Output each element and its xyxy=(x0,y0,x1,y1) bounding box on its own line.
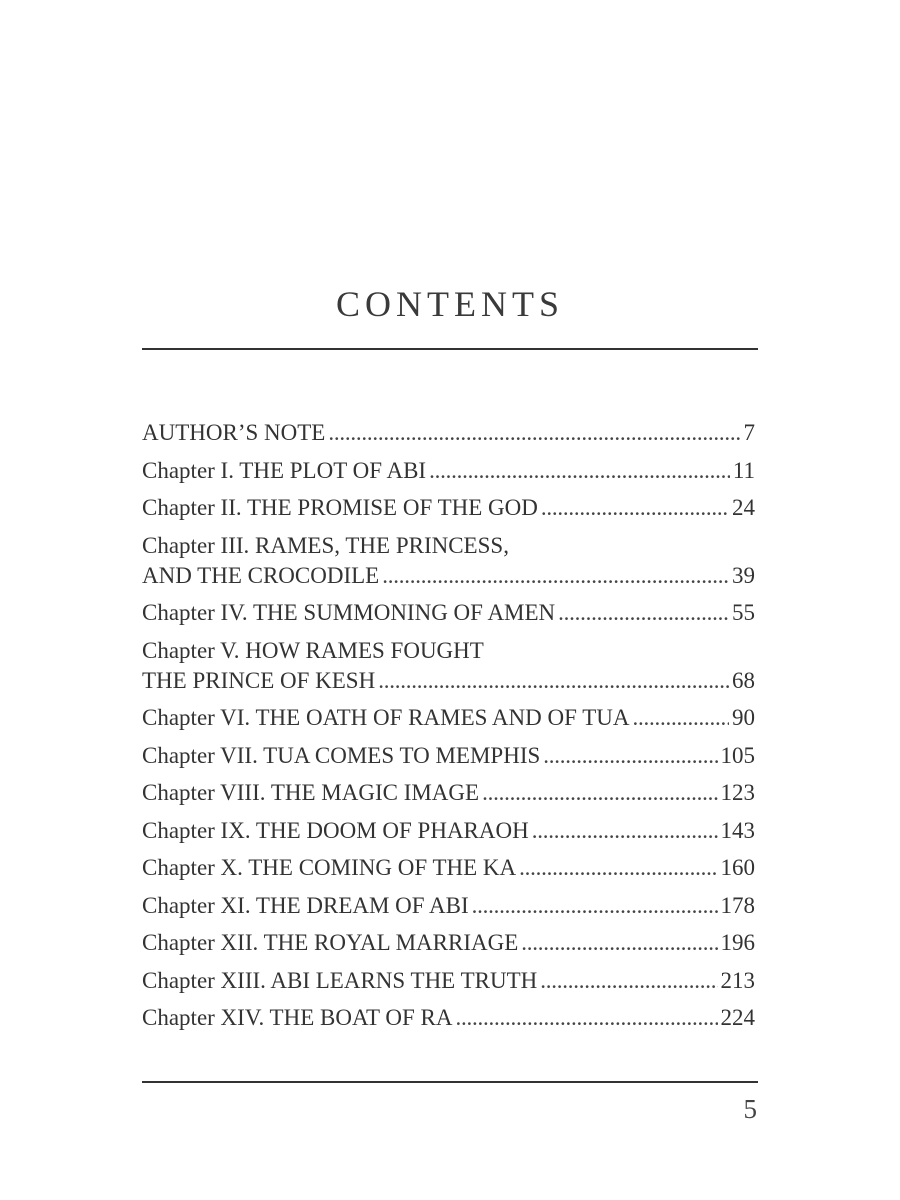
toc-entry[interactable] xyxy=(142,703,755,733)
toc-entry-line xyxy=(142,816,755,846)
toc-entry-line xyxy=(142,853,755,883)
toc-entry-line xyxy=(142,666,755,696)
toc-entry-title: Chapter VI. THE OATH OF RAMES AND OF TUA xyxy=(142,705,630,730)
toc-page-number: 11 xyxy=(732,457,755,483)
dot-leader xyxy=(532,816,718,846)
toc-page-number: 39 xyxy=(732,562,755,588)
toc-entry-line xyxy=(142,741,755,771)
dot-leader xyxy=(328,418,740,448)
dot-leader xyxy=(382,561,729,591)
top-rule xyxy=(142,348,758,350)
toc-page-number: 224 xyxy=(720,1005,755,1030)
toc-entry-title: Chapter XIII. ABI LEARNS THE TRUTH xyxy=(142,967,538,993)
toc-entry-title: Chapter X. THE COMING OF THE KA xyxy=(142,855,517,880)
toc-page-number: 24 xyxy=(732,495,755,520)
toc-entry-line xyxy=(142,456,755,486)
toc-entry[interactable] xyxy=(142,928,755,958)
toc-entry-line xyxy=(142,418,755,448)
toc-entry-title-line: Chapter V. HOW RAMES FOUGHT xyxy=(142,637,484,663)
table-of-contents xyxy=(142,418,755,1041)
toc-entry[interactable] xyxy=(142,778,755,808)
page-title: CONTENTS xyxy=(336,284,564,324)
toc-entry[interactable] xyxy=(142,531,755,591)
dot-leader xyxy=(521,928,717,958)
page-number: 5 xyxy=(743,1094,757,1124)
toc-entry-line xyxy=(142,778,755,808)
toc-entry[interactable] xyxy=(142,456,755,486)
dot-leader xyxy=(378,666,729,696)
toc-entry-title-line: Chapter III. RAMES, THE PRINCESS, xyxy=(142,532,509,558)
toc-entry-title: AUTHOR’S NOTE xyxy=(142,420,326,445)
dot-leader xyxy=(482,778,717,808)
toc-entry-title: THE PRINCE OF KESH xyxy=(142,667,376,693)
dot-leader xyxy=(543,741,717,771)
dot-leader xyxy=(633,703,730,733)
toc-page-number: 160 xyxy=(720,855,755,880)
toc-entry-title: Chapter II. THE PROMISE OF THE GOD xyxy=(142,495,538,520)
toc-entry[interactable] xyxy=(142,1003,755,1033)
toc-entry-title: Chapter XII. THE ROYAL MARRIAGE xyxy=(142,930,519,955)
dot-leader xyxy=(429,456,730,486)
toc-entry-line xyxy=(142,1003,755,1033)
toc-entry-title: AND THE CROCODILE xyxy=(142,562,380,588)
toc-page-number: 178 xyxy=(720,892,755,918)
dot-leader xyxy=(540,966,717,996)
toc-page-number: 7 xyxy=(743,420,755,445)
toc-entry-line xyxy=(142,703,755,733)
toc-entry[interactable] xyxy=(142,598,755,628)
toc-entry-title: Chapter IV. THE SUMMONING OF AMEN xyxy=(142,600,556,625)
toc-entry[interactable] xyxy=(142,816,755,846)
toc-page-number: 68 xyxy=(732,667,755,693)
dot-leader xyxy=(519,853,717,883)
toc-entry-line xyxy=(142,891,755,921)
dot-leader xyxy=(456,1003,718,1033)
bottom-rule xyxy=(142,1081,758,1083)
toc-entry[interactable] xyxy=(142,891,755,921)
toc-entry[interactable] xyxy=(142,966,755,996)
toc-entry-line xyxy=(142,561,755,591)
toc-entry-line xyxy=(142,493,755,523)
toc-entry-line xyxy=(142,598,755,628)
toc-page-number: 90 xyxy=(732,705,755,730)
toc-entry[interactable] xyxy=(142,418,755,448)
toc-page-number: 196 xyxy=(720,930,755,955)
toc-entry[interactable] xyxy=(142,636,755,696)
toc-entry-title: Chapter XI. THE DREAM OF ABI xyxy=(142,892,469,918)
dot-leader xyxy=(472,891,718,921)
toc-page-number: 143 xyxy=(720,817,755,843)
toc-page-number: 55 xyxy=(732,600,755,625)
toc-entry-title: Chapter VIII. THE MAGIC IMAGE xyxy=(142,780,480,805)
toc-entry-title: Chapter VII. TUA COMES TO MEMPHIS xyxy=(142,742,541,768)
toc-entry-line xyxy=(142,928,755,958)
dot-leader xyxy=(541,493,729,523)
toc-entry[interactable] xyxy=(142,853,755,883)
toc-entry-title: Chapter IX. THE DOOM OF PHARAOH xyxy=(142,817,529,843)
toc-entry-line xyxy=(142,966,755,996)
toc-entry-title: Chapter XIV. THE BOAT OF RA xyxy=(142,1005,453,1030)
dot-leader xyxy=(558,598,729,628)
toc-entry[interactable] xyxy=(142,741,755,771)
toc-entry[interactable] xyxy=(142,493,755,523)
toc-page-number: 123 xyxy=(720,780,755,805)
toc-page-number: 105 xyxy=(720,742,755,768)
toc-entry-title: Chapter I. THE PLOT OF ABI xyxy=(142,457,427,483)
toc-page-number: 213 xyxy=(720,967,755,993)
